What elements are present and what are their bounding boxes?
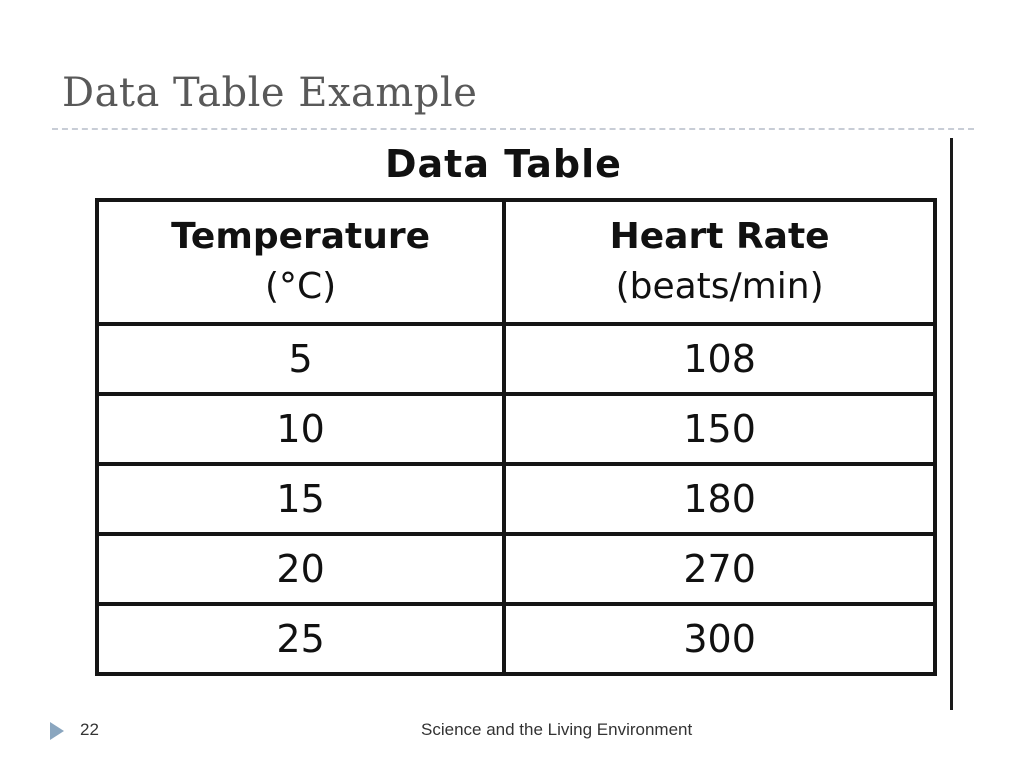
slide-title: Data Table Example [62,70,478,116]
header-temperature-label: Temperature [171,216,431,257]
footer-arrow-icon [50,722,64,740]
table-row [97,464,935,534]
title-divider [52,128,974,130]
temperature-cell: 25 [97,604,504,674]
header-heart-rate [504,200,935,324]
temperature-cell: 20 [97,534,504,604]
heart-rate-cell: 150 [504,394,935,464]
table-caption: Data Table [385,142,622,186]
table-row [97,534,935,604]
scan-edge-line [950,138,953,710]
table-row [97,324,935,394]
data-table [95,198,937,676]
table-row [97,604,935,674]
table-row [97,394,935,464]
temperature-cell: 10 [97,394,504,464]
heart-rate-cell: 180 [504,464,935,534]
heart-rate-cell: 300 [504,604,935,674]
footer-course-title: Science and the Living Environment [421,720,693,739]
heart-rate-cell: 270 [504,534,935,604]
table-header-row [97,200,935,324]
header-temperature-unit: (°C) [264,266,337,307]
temperature-cell: 5 [97,324,504,394]
header-heart-rate-unit: (beats/min) [615,266,824,307]
footer-page-number: 22 [80,720,99,739]
heart-rate-cell: 108 [504,324,935,394]
header-heart-rate-label: Heart Rate [609,216,830,257]
temperature-cell: 15 [97,464,504,534]
header-temperature [97,200,504,324]
